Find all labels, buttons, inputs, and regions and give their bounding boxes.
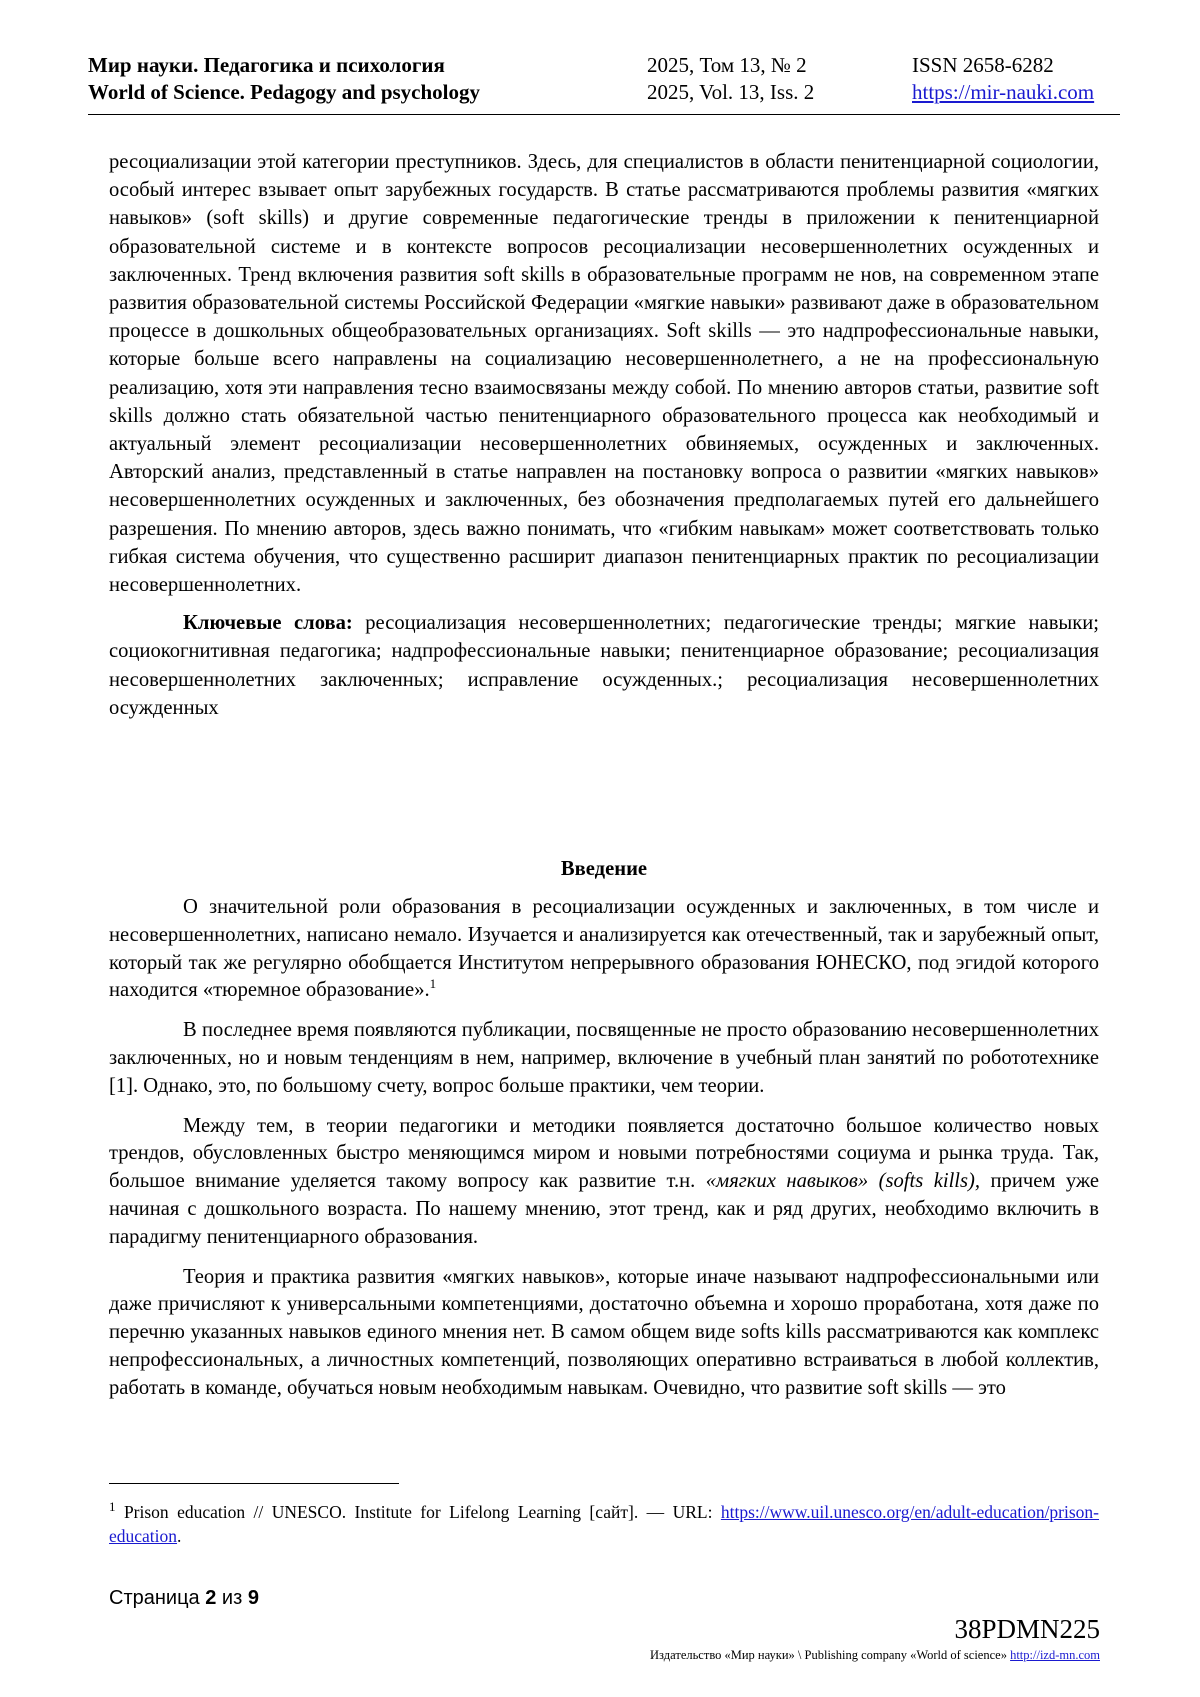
footnote-text: Prison education // UNESCO. Institute for Lifelong Learning [сайт]. — URL: — [123, 1502, 713, 1522]
issue-en: 2025, Vol. 13, Iss. 2 — [647, 80, 815, 104]
publisher-link[interactable]: http://izd-mn.com — [1010, 1648, 1100, 1662]
section-heading-introduction: Введение — [560, 858, 648, 880]
article-code: 38PDMN225 — [954, 1614, 1100, 1644]
website-link[interactable]: https://mir-nauki.com — [912, 80, 1095, 104]
journal-title-ru: Мир науки. Педагогика и психология — [88, 53, 445, 77]
footnote-ref-1[interactable]: 1 — [429, 976, 437, 992]
footnote-end: . — [177, 1526, 182, 1546]
issue-ru: 2025, Том 13, № 2 — [647, 53, 807, 77]
page-current: 2 — [205, 1587, 217, 1609]
abstract-section — [109, 148, 1099, 722]
keywords-label: Ключевые слова: — [183, 612, 353, 635]
keywords-list: ресоциализация несовершеннолетних; педагогические тренды; мягкие навыки; социокогнитивная педагогика; надпрофессиональные навыки; пенитенциарное образование; ресоциализация несовершеннолетних заключенных; исправление осужденных.; ресоциализация несовершеннолетних осужденных — [109, 612, 1099, 719]
intro-paragraph-1 — [109, 894, 1099, 1005]
footnote-divider — [109, 1483, 399, 1484]
issue-block — [647, 52, 907, 106]
issn-block — [912, 52, 1122, 106]
page-number — [109, 1585, 259, 1611]
journal-title-en: World of Science. Pedagogy and psychology — [88, 80, 481, 104]
intro-p1-text: О значительной роли образования в ресоциализации осужденных и заключенных, в том числе и несовершеннолетних, написано немало. Изучается и анализируется как отечественный, так и зарубежный опыт, который так же регулярно обобщается Институтом непрерывного образования ЮНЕСКО, под эгидой которого находится «тюремное образование». — [109, 896, 1099, 1002]
introduction-section — [109, 894, 1099, 1415]
intro-p3-start: Между тем, в теории педагогики и методики появляется достаточно большое количество новых трендов, обусловленных быстро меняющимся миром и новыми потребностями социума и рынка труда. Так, большое внимание уделяется такому вопросу как развитие т.н. — [109, 1114, 1099, 1193]
footnote-1 — [109, 1500, 1099, 1548]
journal-title-block — [88, 52, 608, 106]
publisher-text: Издательство «Мир науки» \ Publishing company «World of science» — [650, 1648, 1007, 1662]
publisher-line — [650, 1647, 1100, 1663]
intro-paragraph-4: Теория и практика развития «мягких навыков», которые иначе называют надпрофессиональными или даже причисляют к универсальными компетенциями, достаточно объемна и хорошо проработана, хотя даже по перечню указанных навыков единого мнения нет. В самом общем виде softs kills рассматриваются как комплекс непрофессиональных, а личностных компетенций, позволяющих оперативно встраиваться в любой коллектив, работать в команде, обучаться новым необходимым навыкам. Очевидно, что развитие soft skills — это — [109, 1265, 1099, 1399]
intro-paragraph-2: В последнее время появляются публикации, посвященные не просто образованию несовершеннолетних заключенных, но и новым тенденциям в нем, например, включение в учебный план занятий по робототехнике [1]. Однако, это, по большому счету, вопрос больше практики, чем теории. — [109, 1019, 1099, 1097]
footnote-mark: 1 — [109, 1499, 116, 1515]
intro-p3-italic: «мягких навыков» (softs kills), — [705, 1170, 981, 1193]
keywords-paragraph — [109, 609, 1099, 722]
page-total: 9 — [247, 1587, 259, 1609]
abstract-text: ресоциализации этой категории преступников. Здесь, для специалистов в области пенитенциарной социологии, особый интерес взывает опыт зарубежных государств. В статье рассматриваются проблемы развития «мягких навыков» (soft skills) и другие современные педагогические тренды в приложении к пенитенциарной образовательной системе и в контексте вопросов ресоциализации несовершеннолетних осужденных и заключенных. Тренд включения развития soft skills в образовательные программ не нов, на современном этапе развития образовательной системы Российской Федерации «мягкие навыки» развивают даже в образовательном процессе в дошкольных общеобразовательных организациях. Soft skills — это надпрофессиональные навыки, которые больше всего направлены на социализацию несовершеннолетнего, а не на профессиональную реализацию, хотя эти направления тесно взаимосвязаны между собой. По мнению авторов статьи, развитие soft skills должно стать обязательной частью пенитенциарного образовательного процесса как необходимый и актуальный элемент ресоциализации несовершеннолетних обвиняемых, осужденных и заключенных. Авторский анализ, представленный в статье направлен на постановку вопроса о развитии «мягких навыков» несовершеннолетних осужденных и заключенных, без обозначения предполагаемых путей его дальнейшего разрешения. По мнению авторов, здесь важно понимать, что «гибким навыкам» может соответствовать только гибкая система обучения, что существенно расширит диапазон пенитенциарных практик по ресоциализации несовершеннолетних. — [109, 151, 1099, 597]
page-word: Страница — [109, 1587, 200, 1609]
page-of: из — [221, 1587, 243, 1609]
footnote-url-link[interactable]: https://www.uil.unesco.org/en/adult-education/prison-education — [109, 1502, 1100, 1546]
intro-paragraph-3 — [109, 1113, 1099, 1252]
intro-p3-end: причем уже начиная с дошкольного возраста. По нашему мнению, этот тренд, как и ряд других, необходимо включить в парадигму пенитенциарного образования. — [109, 1170, 1100, 1248]
issn: ISSN 2658-6282 — [912, 53, 1054, 77]
journal-header — [88, 52, 1120, 115]
